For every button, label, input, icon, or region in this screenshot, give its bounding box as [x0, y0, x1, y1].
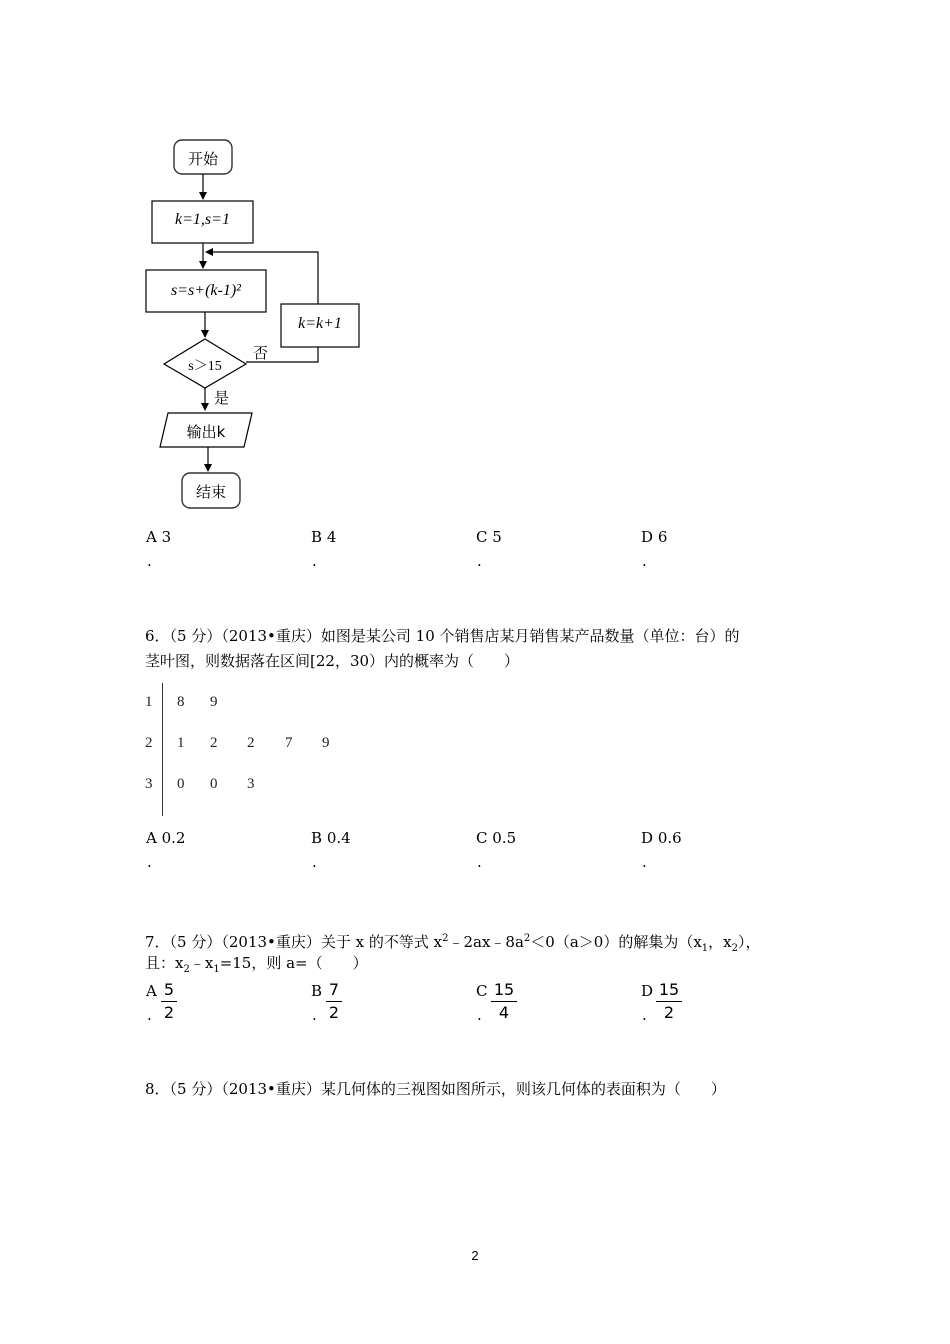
q5-option-b: B 4: [311, 528, 337, 546]
q7-option-c-fraction: 15 4: [491, 980, 517, 1023]
flow-process-label: s=s+(k-1)²: [171, 282, 241, 299]
q6-option-a: A 0.2: [146, 829, 186, 847]
q6-line1: 6．（5 分）（2013•重庆）如图是某公司 10 个销售店某月销售某产品数量（单位：台）的: [145, 627, 740, 645]
flow-no-label: 否: [253, 344, 269, 362]
q5-option-d: D 6: [641, 528, 668, 546]
q7-line2: 且：$x_2﹣x_1=15$，则 a=（ ）: [145, 954, 368, 975]
q7-option-a-fraction: 5 2: [161, 980, 177, 1023]
q8-text: 8．（5 分）（2013•重庆）某几何体的三视图如图所示，则该几何体的表面积为（ ）: [145, 1080, 726, 1098]
leaf: 9: [322, 735, 330, 751]
q6-option-d: D 0.6: [641, 829, 682, 847]
flow-condition-label: s＞15: [188, 359, 222, 374]
leaf: 8: [177, 694, 185, 710]
leaf: 2: [247, 735, 255, 751]
q6-option-b: B 0.4: [311, 829, 351, 847]
flow-output-label: 输出k: [186, 423, 226, 441]
q5-option-c: C 5: [476, 528, 502, 546]
stem-3: 3: [145, 776, 153, 792]
q7-option-c-letter: C: [476, 982, 488, 1000]
q6-dot-c: .: [477, 853, 482, 871]
q5-dot-b: .: [312, 552, 317, 570]
page-number: 2: [471, 1248, 479, 1263]
q7-option-d-letter: D: [641, 982, 654, 1000]
q7-option-b-letter: B: [311, 982, 323, 1000]
leaf: 9: [210, 694, 218, 710]
q6-dot-a: .: [147, 853, 152, 871]
stem-leaf-divider: [162, 683, 163, 816]
flow-increment-label: k=k+1: [298, 315, 342, 332]
q5-dot-c: .: [477, 552, 482, 570]
q5-dot-a: .: [147, 552, 152, 570]
q7-option-d-fraction: 15 2: [656, 980, 682, 1023]
leaf: 0: [177, 776, 185, 792]
flow-yes-label: 是: [214, 389, 230, 407]
leaf: 7: [285, 735, 293, 751]
leaf: 2: [210, 735, 218, 751]
stem-1: 1: [145, 694, 153, 710]
q7-dot-b: .: [312, 1006, 317, 1024]
q7-dot-c: .: [477, 1006, 482, 1024]
q5-option-a: A 3: [146, 528, 172, 546]
q7-option-b-fraction: 7 2: [326, 980, 342, 1023]
flow-init-label: k=1,s=1: [175, 211, 230, 228]
q7-dot-a: .: [147, 1006, 152, 1024]
q6-dot-b: .: [312, 853, 317, 871]
leaf: 1: [177, 735, 185, 751]
q7-option-a-letter: A: [146, 982, 157, 1000]
q5-dot-d: .: [642, 552, 647, 570]
flow-end-label: 结束: [195, 483, 226, 501]
q6-line2: 茎叶图，则数据落在区间[22，30）内的概率为（ ）: [145, 652, 520, 670]
leaf: 3: [247, 776, 255, 792]
flow-start-label: 开始: [187, 150, 218, 168]
flowchart: [0, 0, 950, 520]
q7-dot-d: .: [642, 1006, 647, 1024]
q6-option-c: C 0.5: [476, 829, 517, 847]
stem-2: 2: [145, 735, 153, 751]
q7-line1: 7．（5 分）（2013•重庆）关于 x 的不等式 $x^2﹣2ax﹣8a^2<0(a>0)$的解集为（$x_1$，$x_2$），: [145, 933, 761, 954]
q6-dot-d: .: [642, 853, 647, 871]
leaf: 0: [210, 776, 218, 792]
